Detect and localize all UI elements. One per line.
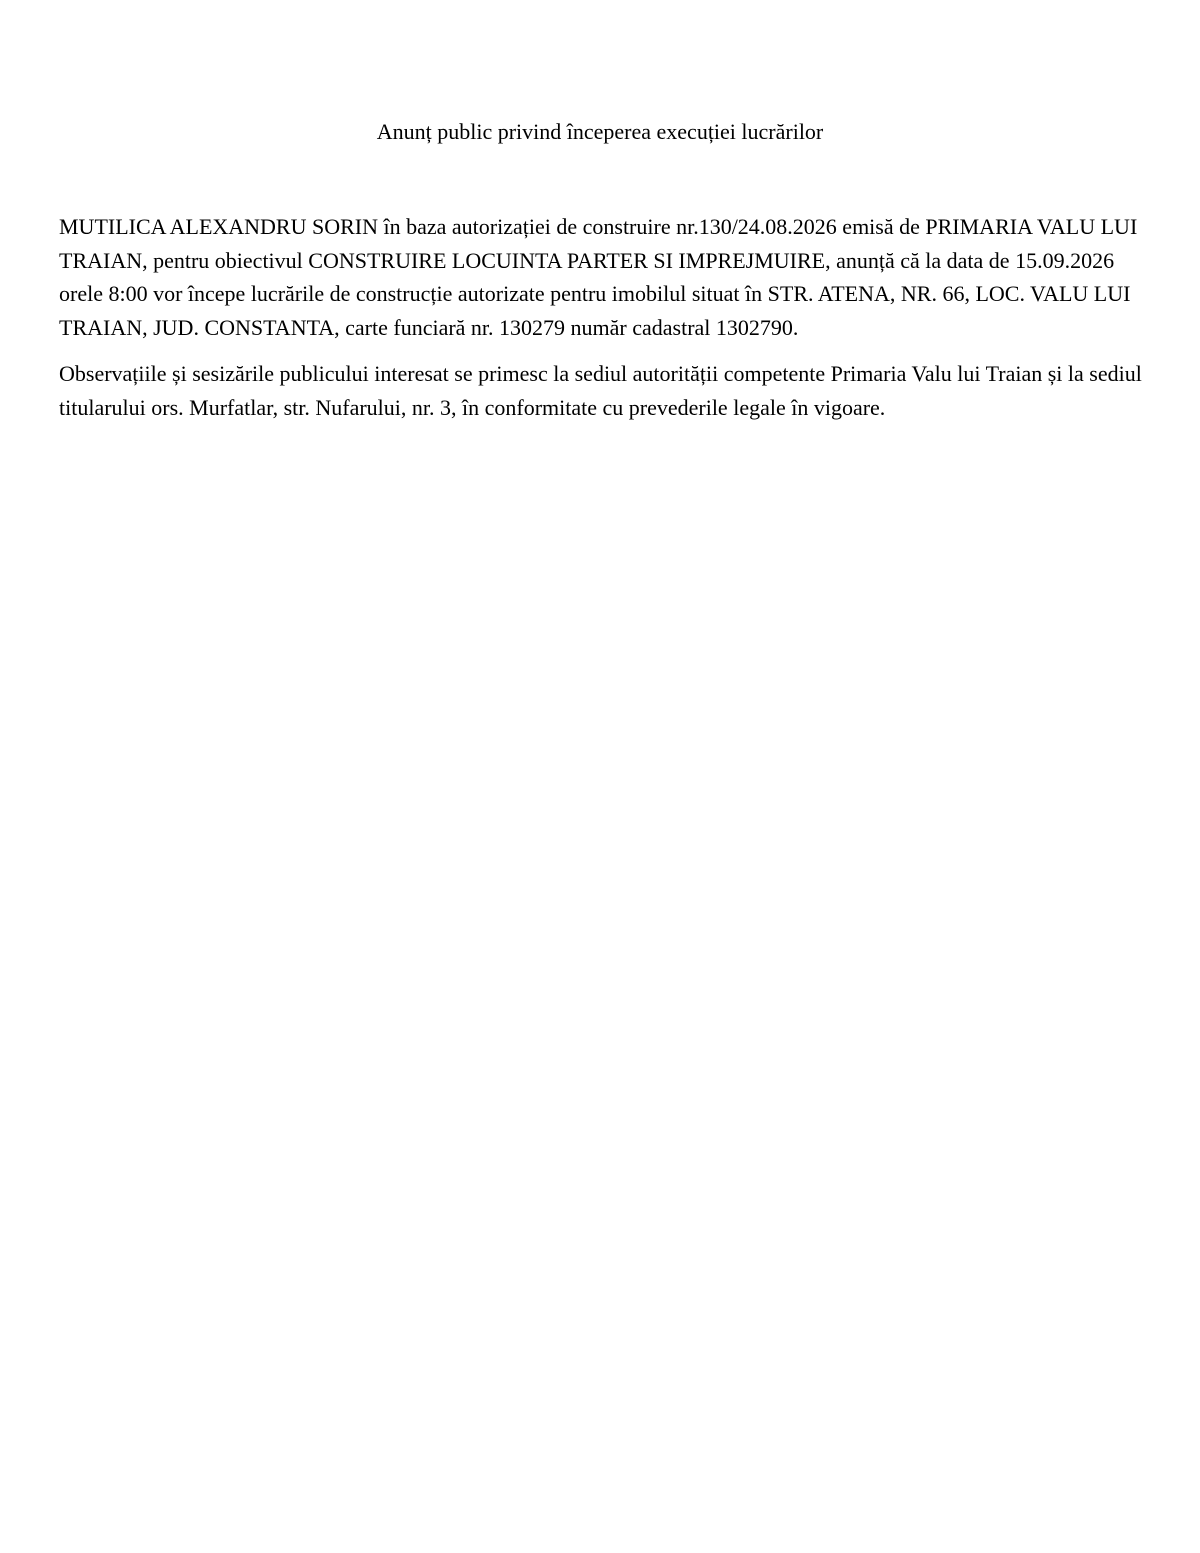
observations-paragraph: Observațiile și sesizările publicului interesat se primesc la sediul autorității competente Primaria Valu lui Traian și la sediul titularului ors. Murfatlar, str. Nufarului, nr. 3, în conformitate cu prevederile legale în vigoare.: [59, 361, 1142, 420]
announcement-paragraph: MUTILICA ALEXANDRU SORIN în baza autorizației de construire nr.130/24.08.2026 emisă de PRIMARIA VALU LUI TRAIAN, pentru obiectivul CONSTRUIRE LOCUINTA PARTER SI IMPREJMUIRE, anunță că la data de 15.09.2026 orele 8:00 vor începe lucrările de construcție autorizate pentru imobilul situat în STR. ATENA, NR. 66, LOC. VALU LUI TRAIAN, JUD. CONSTANTA, carte funciară nr. 130279 număr cadastral 1302790.: [59, 214, 1138, 340]
document-title: Anunț public privind începerea execuției lucrărilor: [376, 119, 824, 144]
document-body: [59, 210, 1149, 424]
